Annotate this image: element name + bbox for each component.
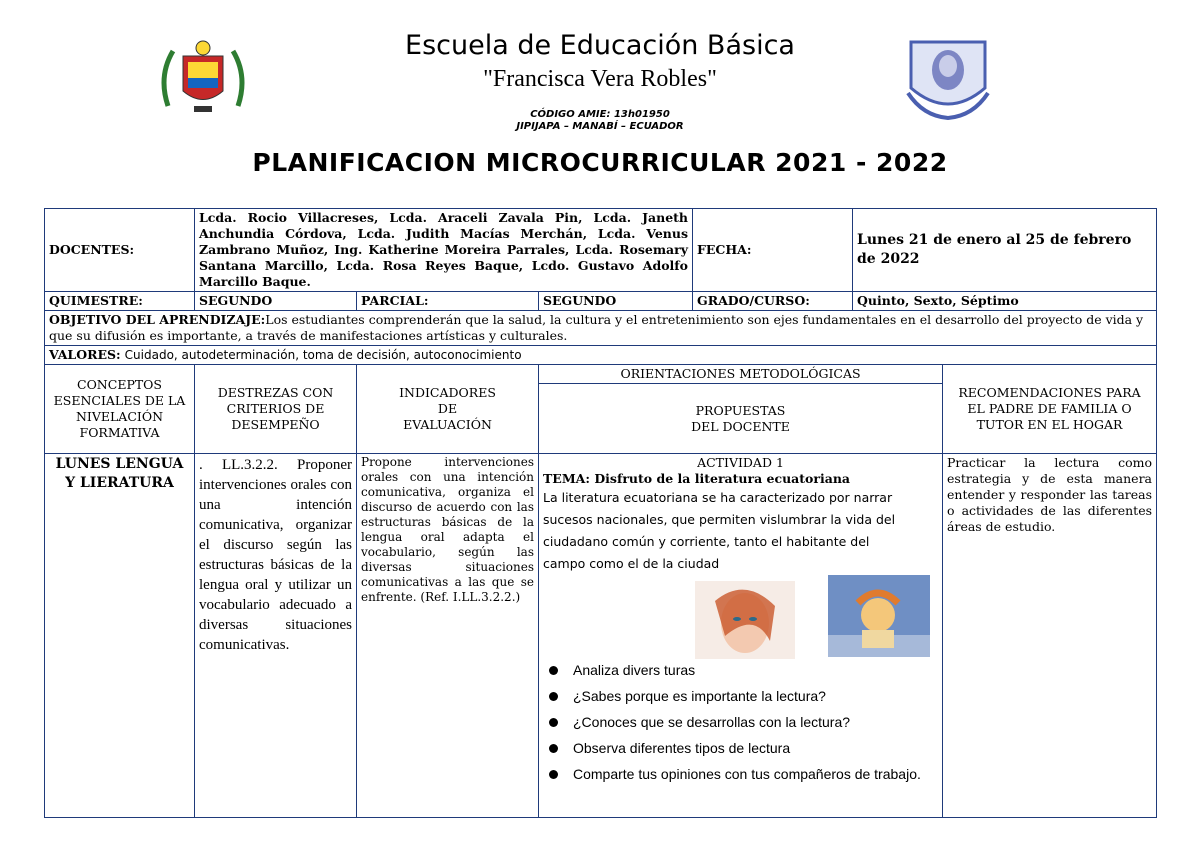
parcial-value: SEGUNDO <box>539 292 693 311</box>
col-conceptos: CONCEPTOS ESENCIALES DE LA NIVELACIÓN FORMATIVA <box>45 365 195 454</box>
amie-code: CÓDIGO AMIE: 13h01950 <box>530 109 670 120</box>
recomendacion-cell: Practicar la lectura como estrategia y de esta manera entender y responder las tareas o actividades de las diferentes áreas de estudio. <box>943 454 1157 818</box>
col-propuestas: PROPUESTAS DEL DOCENTE <box>539 384 943 454</box>
concepto-cell: LUNES LENGUA Y LIERATURA <box>45 454 195 818</box>
col-destrezas: DESTREZAS CON CRITERIOS DE DESEMPEÑO <box>195 365 357 454</box>
illustrations <box>543 575 938 657</box>
location: JIPIJAPA – MANABÍ – ECUADOR <box>516 121 684 132</box>
objetivo-cell <box>45 311 1157 346</box>
woman-portrait-image <box>695 581 795 659</box>
propuestas-cell <box>539 454 943 818</box>
child-reading-image <box>828 575 930 657</box>
bullet-5: Comparte tus opiniones con tus compañeros de trabajo. <box>573 761 938 787</box>
parrafo-text: La literatura ecuatoriana se ha caracterizado por narrar sucesos nacionales, que permiten vislumbrar la vida del ciudadano común y corriente, tanto el habitante del campo como el de la ciudad <box>543 490 896 571</box>
grado-label: GRADO/CURSO: <box>693 292 853 311</box>
actividad-title: ACTIVIDAD 1 <box>697 455 784 470</box>
quimestre-value: SEGUNDO <box>195 292 357 311</box>
col-recomendaciones: RECOMENDACIONES PARA EL PADRE DE FAMILIA O TUTOR EN EL HOGAR <box>943 365 1157 454</box>
school-title: Escuela de Educación Básica <box>405 30 795 61</box>
fecha-value: Lunes 21 de enero al 25 de febrero de 2022 <box>853 209 1157 292</box>
activity-bullets <box>543 657 938 787</box>
valores-value: Cuidado, autodeterminación, toma de decisión, autoconocimiento <box>124 348 522 362</box>
objetivo-label: OBJETIVO DEL APRENDIZAJE: <box>49 312 266 327</box>
docentes-value: Lcda. Rocio Villacreses, Lcda. Araceli Zavala Pin, Lcda. Janeth Anchundia Córdova, Lcda. Judith Macías Merchán, Lcda. Venus Zambrano Muñoz, Ing. Katherine Moreira Parrales, Lcda. Rosemary Santana Marcillo, Lcda. Rosa Reyes Baque, Lcdo. Gustavo Adolfo Marcillo Baque. <box>195 209 693 292</box>
valores-label: VALORES: <box>49 347 121 362</box>
objetivo-value: Los estudiantes comprenderán que la salud, la cultura y el entretenimiento son ejes fundamentales en el desarrollo del proyecto de vida y que su difusión es importante, a través de manifestaciones artísticas y culturales. <box>49 312 1144 343</box>
valores-cell <box>45 346 1157 365</box>
tema-title: TEMA: Disfruto de la literatura ecuatoriana <box>543 471 851 486</box>
page-title: PLANIFICACION MICROCURRICULAR 2021 - 2022 <box>252 148 948 177</box>
parcial-label: PARCIAL: <box>357 292 539 311</box>
indicador-cell: Propone intervenciones orales con una intención comunicativa, organiza el discurso de acuerdo con las estructuras básicas de la lengua oral adapta el vocabulario, según las diversas situaciones comunicativas a las que se enfrente. (Ref. I.LL.3.2.2.) <box>357 454 539 818</box>
col-indicadores: INDICADORES DE EVALUACIÓN <box>357 365 539 454</box>
bullet-1: Analiza divers turas <box>573 657 938 683</box>
quimestre-label: QUIMESTRE: <box>45 292 195 311</box>
fecha-label: FECHA: <box>693 209 853 292</box>
grado-value: Quinto, Sexto, Séptimo <box>853 292 1157 311</box>
bullet-2: ¿Sabes porque es importante la lectura? <box>573 683 938 709</box>
col-orientaciones: ORIENTACIONES METODOLÓGICAS <box>539 365 943 384</box>
bullet-4: Observa diferentes tipos de lectura <box>573 735 938 761</box>
bullet-3: ¿Conoces que se desarrollas con la lectura? <box>573 709 938 735</box>
docentes-label: DOCENTES: <box>45 209 195 292</box>
destreza-cell: . LL.3.2.2. Proponer intervenciones orales con una intención comunicativa, organizar el discurso según las estructuras básicas de la lengua oral y utilizar un vocabulario adecuado a diversas situaciones comunicativas. <box>195 454 357 818</box>
planning-table <box>44 208 1157 818</box>
school-name: "Francisca Vera Robles" <box>483 66 717 92</box>
